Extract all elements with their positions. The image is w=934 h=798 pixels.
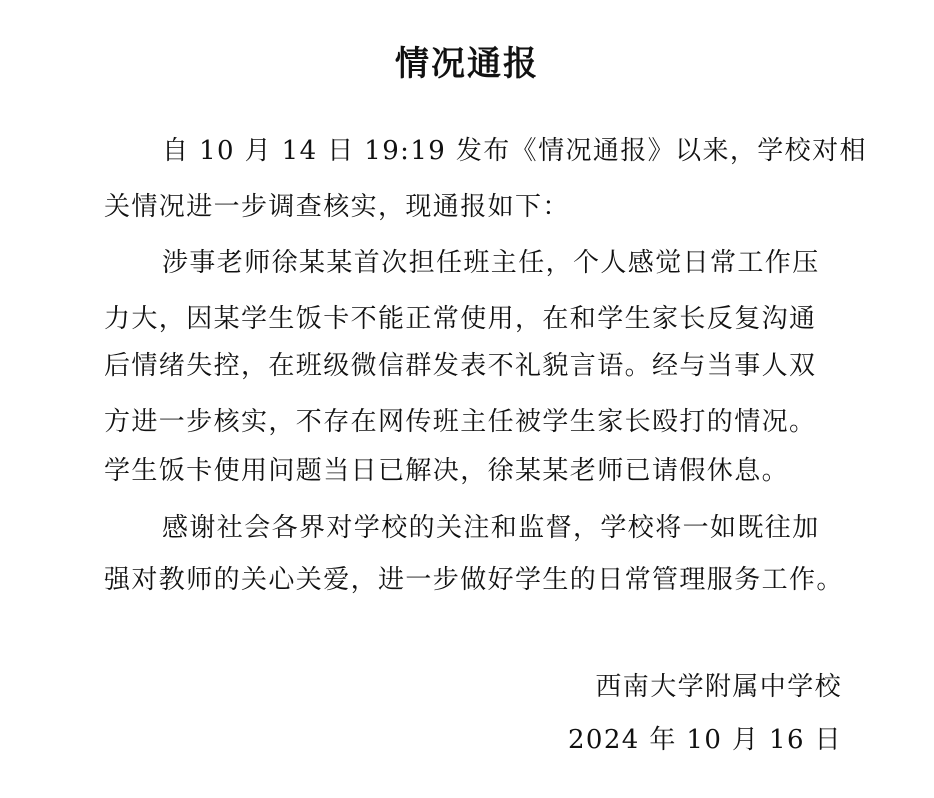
paragraph-3-line-2: 强对教师的关心关爱，进一步做好学生的日常管理服务工作。 — [104, 565, 844, 595]
page-title: 情况通报 — [395, 44, 539, 84]
paragraph-2-line-5: 学生饭卡使用问题当日已解决，徐某某老师已请假休息。 — [104, 456, 790, 486]
paragraph-3-line-1: 感谢社会各界对学校的关注和监督，学校将一如既往加 — [162, 513, 820, 543]
paragraph-2-line-3: 后情绪失控，在班级微信群发表不礼貌言语。经与当事人双 — [104, 351, 817, 381]
paragraph-2-line-2: 力大，因某学生饭卡不能正常使用，在和学生家长反复沟通 — [104, 304, 817, 334]
paragraph-1-line-1: 自 10 月 14 日 19:19 发布《情况通报》以来，学校对相 — [162, 136, 867, 166]
paragraph-2-line-4: 方进一步核实，不存在网传班主任被学生家长殴打的情况。 — [104, 407, 817, 437]
signature-organization: 西南大学附属中学校 — [595, 672, 842, 702]
paragraph-1-line-2: 关情况进一步调查核实，现通报如下： — [104, 192, 570, 222]
signature-date: 2024 年 10 月 16 日 — [567, 725, 842, 755]
paragraph-2-line-1: 涉事老师徐某某首次担任班主任，个人感觉日常工作压 — [162, 248, 820, 278]
